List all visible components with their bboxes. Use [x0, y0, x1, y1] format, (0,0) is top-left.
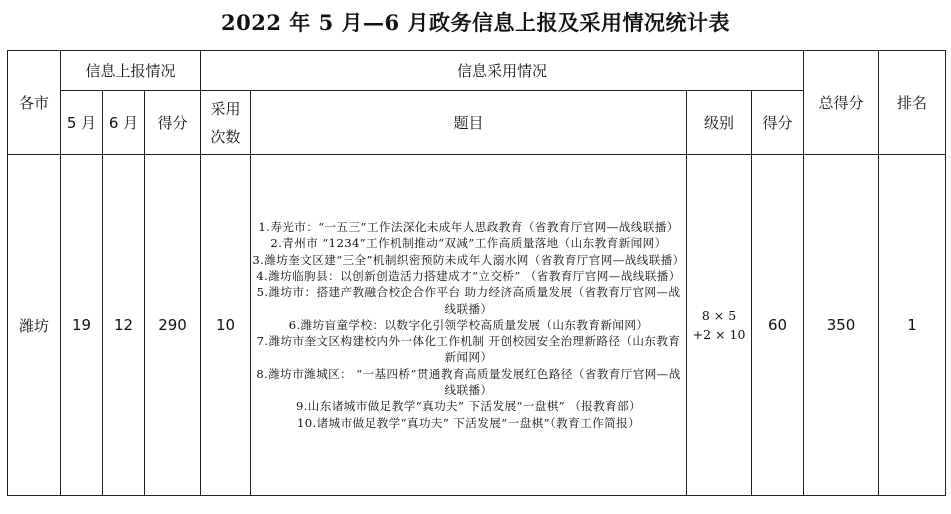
- header-adopt-count-line2: 次数: [210, 127, 241, 146]
- header-june: 6 月: [103, 91, 145, 155]
- header-adopt-count: [201, 91, 251, 155]
- header-report-score: 得分: [145, 91, 201, 155]
- list-item: 4.潍坊临朐县：以创新创造活力搭建成才“立交桥” （省教育厅官网—战线联播）: [256, 268, 681, 283]
- header-rank: 排名: [879, 51, 946, 155]
- header-level: 级别: [687, 91, 752, 155]
- cell-adopt-count: 10: [201, 155, 251, 496]
- list-item: 8.潍坊市潍城区： “一基四桥”贯通教育高质量发展红色路径（省教育厅官网—战线联播）: [256, 366, 681, 398]
- list-item: 7.潍坊市奎文区构建校内外一体化工作机制 开创校园安全治理新路径（山东教育新闻网）: [256, 334, 681, 365]
- header-city: 各市: [8, 51, 61, 155]
- table-title: 2022 年 5 月—6 月政务信息上报及采用情况统计表: [221, 10, 730, 35]
- header-total: 总得分: [804, 51, 879, 155]
- header-row-1: [8, 51, 946, 91]
- header-adopt-score: 得分: [752, 91, 804, 155]
- cell-adopt-score: 60: [752, 155, 804, 496]
- cell-city: 潍坊: [8, 155, 61, 496]
- header-topic: 题目: [251, 91, 687, 155]
- cell-may: 19: [61, 155, 103, 496]
- statistics-table: [7, 50, 946, 496]
- list-item: 10.诸城市做足教学“真功夫” 下活发展“一盘棋”（教育工作简报）: [296, 415, 641, 430]
- cell-total: 350: [804, 155, 879, 496]
- header-may: 5 月: [61, 91, 103, 155]
- list-item: 2.青州市 “1234”工作机制推动“双减”工作高质量落地（山东教育新闻网）: [270, 236, 667, 251]
- table-row: [8, 155, 946, 496]
- list-item: 1.寿光市：“一五三”工作法深化未成年人思政教育（省教育厅官网—战线联播）: [258, 220, 679, 235]
- cell-level: [687, 155, 752, 496]
- cell-rank: 1: [879, 155, 946, 496]
- list-item: 9.山东诸城市做足教学“真功夫” 下活发展“一盘棋” （报教育部）: [295, 399, 642, 414]
- list-item: 6.潍坊盲童学校：以数字化引领学校高质量发展（山东教育新闻网）: [288, 317, 649, 332]
- header-adopt-group: 信息采用情况: [201, 51, 804, 91]
- list-item: 5.潍坊市：搭建产教融合校企合作平台 助力经济高质量发展（省教育厅官网—战线联播）: [256, 285, 681, 316]
- cell-report-score: 290: [145, 155, 201, 496]
- cell-level-line1: 8 × 5: [701, 308, 737, 323]
- list-item: 3.潍坊奎文区建“三全”机制织密预防未成年人溺水网（省教育厅官网—战线联播）: [252, 252, 685, 267]
- header-adopt-count-line1: 采用: [210, 99, 241, 118]
- header-report-group: 信息上报情况: [61, 51, 201, 91]
- cell-titles: [251, 155, 687, 496]
- cell-level-line2: +2 × 10: [692, 327, 746, 342]
- cell-june: 12: [103, 155, 145, 496]
